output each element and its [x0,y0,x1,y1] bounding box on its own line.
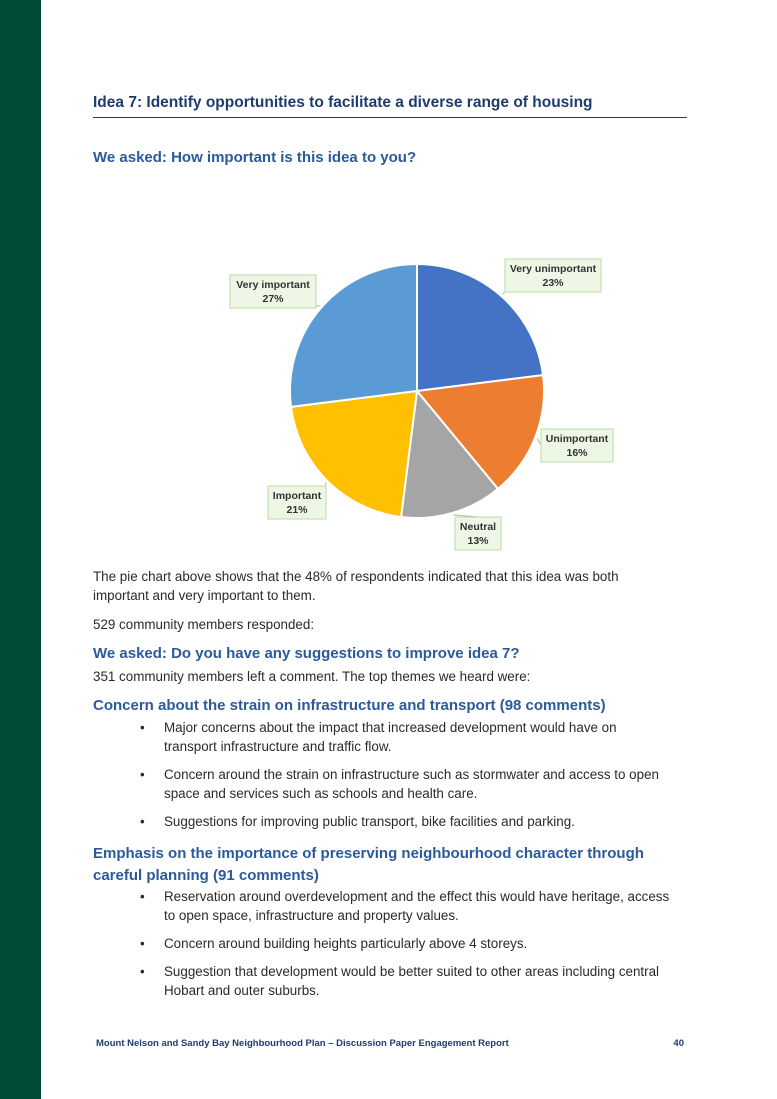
bullet-icon: • [140,964,145,979]
list-item [140,718,670,756]
pie-label-percent: 23% [542,277,564,289]
responded-count-text: 529 community members responded: [93,617,315,632]
comments-count-text: 351 community members left a comment. The top themes we heard were: [93,669,531,684]
list-item-text: Suggestions for improving public transport, bike facilities and parking. [164,814,575,829]
pie-leader-line [537,438,541,445]
list-item-text: Concern around the strain on infrastructure such as stormwater and access to open space and services such as schools and health care. [164,767,659,801]
list-item-text: Suggestion that development would be better suited to other areas including central Hobart and outer suburbs. [164,964,660,998]
bullet-icon: • [140,889,145,904]
list-item-text: Concern around building heights particularly above 4 storeys. [164,936,528,951]
theme-heading-infrastructure: Concern about the strain on infrastructure and transport (98 comments) [93,697,606,714]
list-item [140,887,670,925]
pie-label-category: Unimportant [545,433,609,445]
question-suggestions-heading: We asked: Do you have any suggestions to improve idea 7? [93,645,520,662]
pie-label-category: Very important [236,279,310,291]
list-item [140,962,670,1000]
idea-title: Idea 7: Identify opportunities to facilitate a diverse range of housing [93,94,687,118]
pie-label-percent: 13% [467,535,489,547]
bullet-icon: • [140,814,145,829]
list-item [140,765,670,803]
pie-label-neutral [455,517,501,550]
pie-label-percent: 21% [286,504,308,516]
theme-character-list [140,887,670,1009]
bullet-icon: • [140,767,145,782]
theme-heading-character: Emphasis on the importance of preserving neighbourhood character through careful planning (91 comments) [93,845,644,884]
page-number: 40 [673,1038,684,1049]
list-item-text: Major concerns about the impact that increased development would have on transport infrastructure and traffic flow. [164,720,617,754]
pie-label-category: Neutral [459,521,497,533]
bullet-icon: • [140,936,145,951]
footer-report-title: Mount Nelson and Sandy Bay Neighbourhood Plan – Discussion Paper Engagement Report [96,1038,509,1049]
pie-label-category: Very unimportant [509,263,597,275]
pie-label-important [268,486,326,519]
pie-label-category: Important [272,490,322,502]
list-item [140,934,670,953]
summary-paragraph: The pie chart above shows that the 48% of respondents indicated that this idea was both important and very important to them. [93,569,619,603]
list-item [140,812,670,831]
pie-label-very-unimportant [505,259,601,292]
pie-label-unimportant [541,429,613,462]
bullet-icon: • [140,720,145,735]
pie-label-very-important [230,275,316,308]
pie-label-percent: 16% [566,447,588,459]
theme-infrastructure-list [140,718,670,840]
list-item-text: Reservation around overdevelopment and the effect this would have heritage, access to open space, infrastructure and property values. [164,889,670,923]
page-footer [96,1038,684,1049]
question-importance-heading: We asked: How important is this idea to you? [93,149,417,166]
pie-label-percent: 27% [262,293,284,305]
